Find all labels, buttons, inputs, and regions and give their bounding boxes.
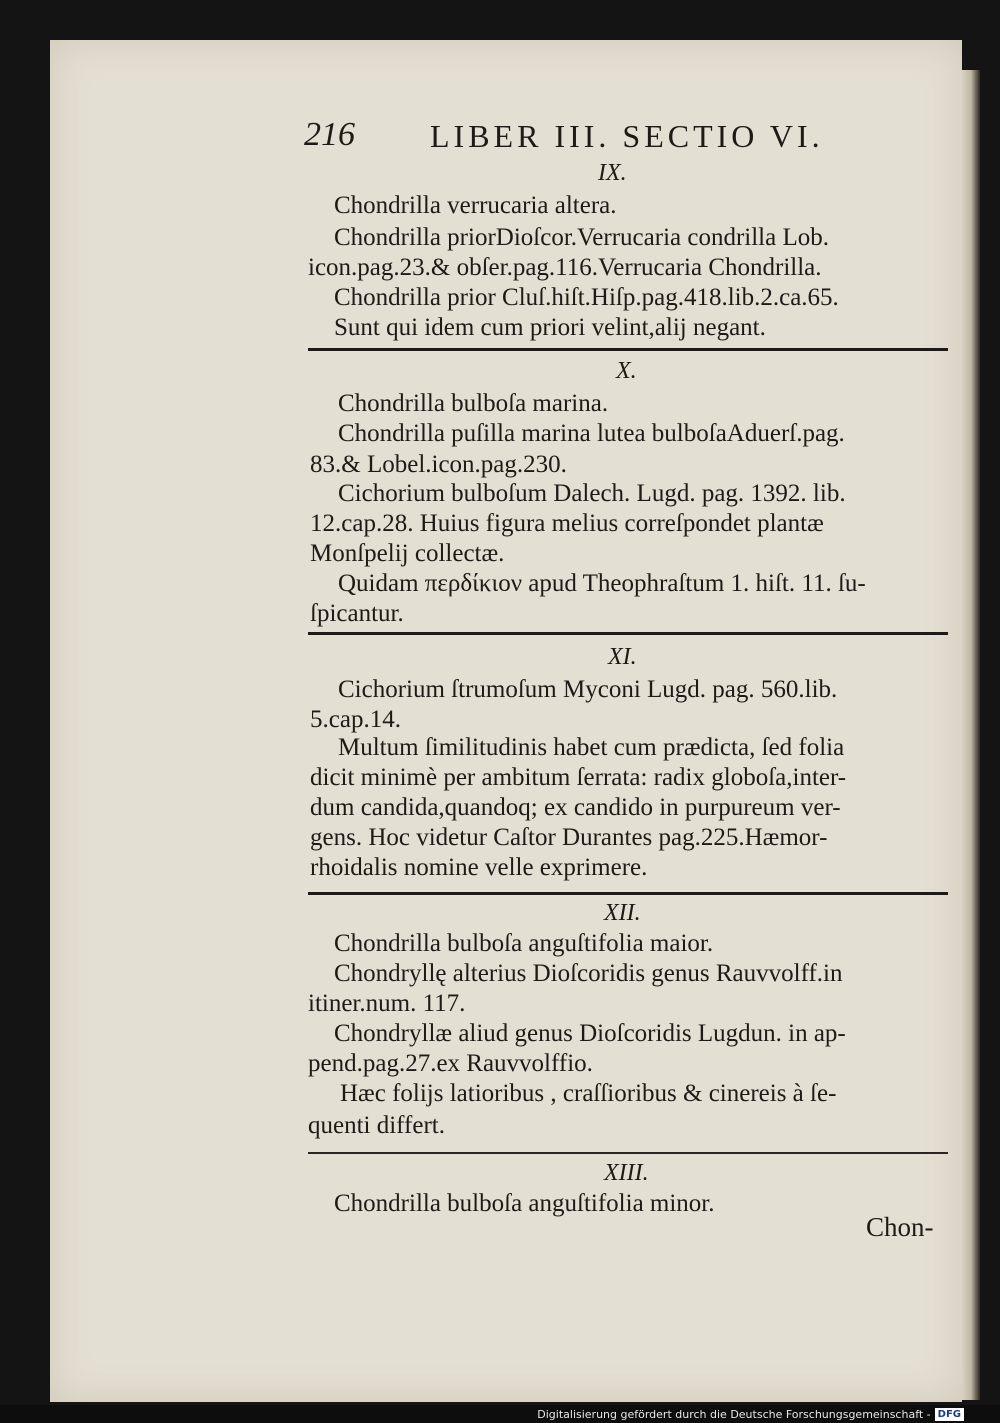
footer-credit: Digitalisierung gefördert durch die Deutsche Forschungsgemeinschaft - xyxy=(537,1407,931,1421)
text-line: 12.cap.28. Huius figura melius correſpondet plantæ xyxy=(310,510,824,537)
text-line: dum candida,quandoq; ex candido in purpureum ver- xyxy=(310,794,841,821)
text-line: ſpicantur. xyxy=(310,600,404,627)
text-line: Multum ſimilitudinis habet cum prædicta, ſed folia xyxy=(338,734,845,761)
text-line: rhoidalis nomine velle exprimere. xyxy=(310,854,648,881)
section-rule xyxy=(308,632,948,635)
entry-numeral-xii: XII. xyxy=(604,900,641,926)
text-line: pend.pag.27.ex Rauvvolffio. xyxy=(308,1050,593,1077)
section-rule xyxy=(308,892,948,895)
running-title: LIBER III. SECTIO VI. xyxy=(430,118,824,154)
page-number: 216 xyxy=(304,116,355,153)
text-line: Monſpelij collectæ. xyxy=(310,540,505,567)
text-line: Chondrilla bulboſa marina. xyxy=(338,390,609,417)
text-line: Chondrilla priorDioſcor.Verrucaria condrilla Lob. xyxy=(334,224,829,251)
text-line: gens. Hoc videtur Caſtor Durantes pag.225.Hæmor- xyxy=(310,824,828,851)
text-line: Chondrilla bulboſa anguſtifolia maior. xyxy=(334,930,714,957)
page-header xyxy=(304,116,944,164)
entry-numeral-x: X. xyxy=(616,358,637,384)
text-line: dicit minimè per ambitum ſerrata: radix globoſa,inter- xyxy=(310,764,847,791)
text-line: Cichorium ſtrumoſum Myconi Lugd. pag. 560.lib. xyxy=(338,676,838,703)
text-line: Quidam περδίκιον apud Theophraſtum 1. hiſt. 11. ſu- xyxy=(338,570,866,597)
entry-numeral-ix: IX. xyxy=(598,160,627,186)
text-line: 83.& Lobel.icon.pag.230. xyxy=(310,451,567,478)
section-rule xyxy=(308,348,948,351)
text-line: Chondrilla puſilla marina lutea bulboſaAduerſ.pag. xyxy=(338,420,845,447)
text-line: Hæc folijs latioribus , craſſioribus & cinereis à ſe- xyxy=(340,1080,837,1107)
text-line: Sunt qui idem cum priori velint,alij negant. xyxy=(334,314,766,341)
text-line: Chondryllæ aliud genus Dioſcoridis Lugdun. in ap- xyxy=(334,1020,846,1047)
text-line: 5.cap.14. xyxy=(310,706,401,733)
entry-numeral-xi: XI. xyxy=(608,644,637,670)
text-line: quenti differt. xyxy=(308,1112,445,1139)
text-line: itiner.num. 117. xyxy=(308,990,466,1017)
text-line: Cichorium bulboſum Dalech. Lugd. pag. 1392. lib. xyxy=(338,480,846,507)
dfg-logo: DFG xyxy=(935,1408,964,1421)
catchword: Chon- xyxy=(866,1212,934,1242)
text-line: Chondrilla bulboſa anguſtifolia minor. xyxy=(334,1190,715,1217)
text-line: Chondrilla verrucaria altera. xyxy=(334,192,617,219)
digitization-footer xyxy=(537,1406,964,1422)
text-line: Chondryllę alterius Dioſcoridis genus Rauvvolff.in xyxy=(334,960,843,987)
entry-numeral-xiii: XIII. xyxy=(604,1160,649,1186)
text-line: Chondrilla prior Cluſ.hiſt.Hiſp.pag.418.lib.2.ca.65. xyxy=(334,284,839,311)
section-rule xyxy=(308,1152,948,1154)
text-line: icon.pag.23.& obſer.pag.116.Verrucaria Chondrilla. xyxy=(308,254,822,281)
